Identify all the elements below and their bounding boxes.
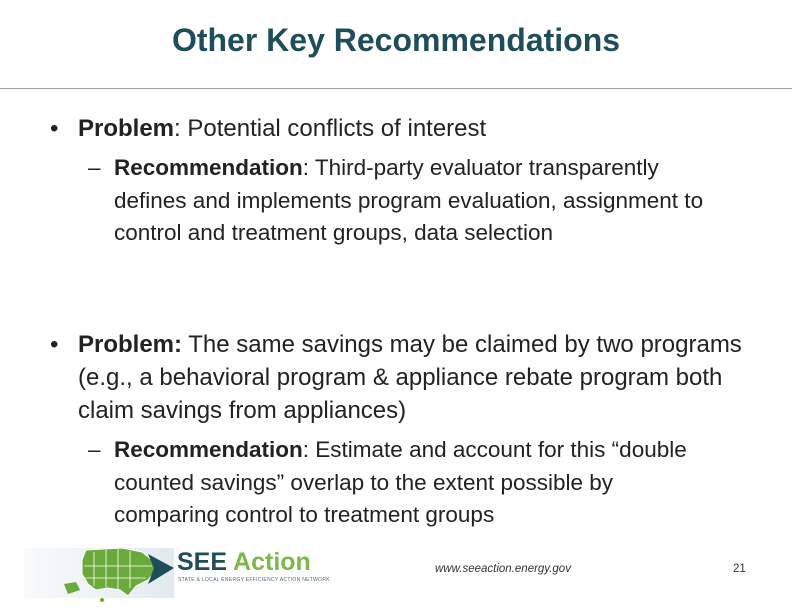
dash-symbol: – [88, 437, 101, 462]
slide-title: Other Key Recommendations [171, 22, 621, 58]
bullet-symbol: • [50, 115, 59, 142]
page-number: 21 [733, 563, 746, 575]
brand-tagline: STATE & LOCAL ENERGY EFFICIENCY ACTION NETWORK [178, 577, 330, 583]
footer-url[interactable]: www.seeaction.energy.gov [435, 563, 571, 575]
brand-name: SEE Action [177, 548, 311, 576]
bullet-label: Problem [78, 115, 175, 142]
bullet-text: : Potential conflicts of interest [174, 115, 487, 142]
dash-symbol: – [88, 155, 101, 180]
bullet-symbol: • [50, 331, 59, 358]
bullet-label: Problem: [78, 331, 183, 358]
sub-bullet-text: : Third-party evaluator transparently defines and implements program evaluation, assignment to control and treatment groups, data selection [114, 155, 704, 245]
sub-bullet-text: : Estimate and account for this “double counted savings” overlap to the extent possible by comparing control to treatment groups [114, 437, 687, 527]
sub-bullet-label: Recommendation [114, 155, 303, 180]
sub-bullet-label: Recommendation [114, 437, 303, 462]
bullet-text: The same savings may be claimed by two programs (e.g., a behavioral program & appliance rebate program both claim savings from appliances) [78, 331, 742, 424]
